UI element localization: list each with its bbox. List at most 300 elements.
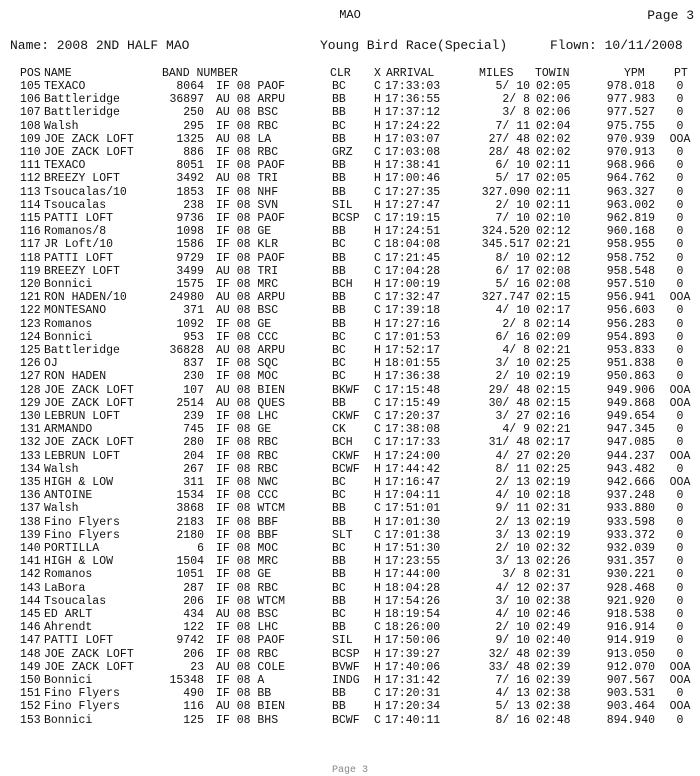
cell-band: 36897 bbox=[169, 93, 204, 107]
cell-arrival: 17:00:46 bbox=[385, 172, 441, 186]
cell-x: C bbox=[374, 410, 381, 423]
cell-x: H bbox=[374, 555, 381, 569]
cell-name: PATTI LOFT bbox=[44, 634, 114, 648]
table-row bbox=[20, 199, 696, 212]
cell-band: 295 bbox=[183, 119, 204, 133]
cell-clr: BB bbox=[332, 317, 346, 331]
cell-towin: 02:19 bbox=[536, 476, 571, 489]
cell-x: H bbox=[374, 674, 381, 687]
cell-x: C bbox=[374, 383, 381, 397]
table-row bbox=[20, 648, 696, 661]
cell-pos: 133 bbox=[20, 449, 41, 463]
cell-clr: SIL bbox=[332, 634, 353, 648]
cell-x: H bbox=[374, 568, 381, 582]
table-row bbox=[20, 634, 696, 647]
cell-band: 36828 bbox=[169, 344, 204, 357]
cell-towin: 02:17 bbox=[536, 436, 571, 450]
cell-arrival: 17:38:41 bbox=[385, 159, 441, 173]
cell-ypm: 953.833 bbox=[606, 344, 655, 357]
cell-clr: BB bbox=[332, 396, 346, 410]
table-row bbox=[20, 450, 696, 463]
cell-x: C bbox=[374, 291, 381, 305]
cell-pt: 0 bbox=[676, 225, 684, 239]
cell-arrival: 17:24:00 bbox=[385, 449, 441, 463]
cell-arrival: 17:38:08 bbox=[385, 423, 441, 437]
cell-clr: BB bbox=[332, 304, 346, 318]
cell-pt: 0 bbox=[676, 278, 684, 291]
cell-name: Fino Flyers bbox=[44, 515, 120, 529]
cell-pt: 0 bbox=[676, 357, 684, 371]
cell-clr: BCSP bbox=[332, 647, 360, 661]
cell-clr: BC bbox=[332, 608, 346, 621]
cell-ypm: 894.940 bbox=[606, 713, 655, 727]
cell-name: Fino Flyers bbox=[44, 528, 120, 542]
cell-x: H bbox=[374, 608, 381, 621]
cell-arrival: 17:21:45 bbox=[385, 251, 441, 265]
cell-name: ED ARLT bbox=[44, 608, 93, 621]
cell-name: Battleridge bbox=[44, 106, 120, 120]
cell-band-suffix: IF 08 RBC bbox=[216, 462, 279, 476]
cell-arrival: 17:15:48 bbox=[385, 383, 441, 397]
cell-towin: 02:05 bbox=[536, 80, 571, 93]
cell-arrival: 17:01:53 bbox=[385, 330, 441, 344]
cell-pos: 146 bbox=[20, 621, 41, 635]
cell-arrival: 18:04:28 bbox=[385, 581, 441, 595]
cell-pt: 0 bbox=[676, 410, 684, 423]
cell-pt: 0 bbox=[676, 713, 684, 727]
cell-x: H bbox=[374, 594, 381, 608]
cell-clr: BB bbox=[332, 132, 346, 146]
table-row bbox=[20, 357, 696, 370]
cell-ypm: 975.755 bbox=[606, 119, 655, 133]
cell-pos: 126 bbox=[20, 357, 41, 371]
cell-miles: 33/ 48 bbox=[488, 660, 530, 674]
cell-towin: 02:25 bbox=[536, 462, 571, 476]
cell-ypm: 933.372 bbox=[606, 528, 655, 542]
cell-band-suffix: IF 08 PAOF bbox=[216, 159, 286, 173]
cell-x: H bbox=[374, 225, 381, 239]
cell-band: 9742 bbox=[176, 634, 204, 648]
cell-name: JOE ZACK LOFT bbox=[44, 660, 134, 674]
cell-name: HIGH & LOW bbox=[44, 476, 114, 489]
cell-miles: 4/ 9 bbox=[502, 423, 530, 437]
cell-towin: 02:08 bbox=[536, 278, 571, 291]
cell-miles: 6/ 17 bbox=[495, 264, 530, 278]
cell-ypm: 912.070 bbox=[606, 660, 655, 674]
cell-band: 2180 bbox=[176, 528, 204, 542]
cell-x: H bbox=[374, 634, 381, 648]
cell-ypm: 964.762 bbox=[606, 172, 655, 186]
col-pos: POS bbox=[20, 67, 41, 80]
cell-pos: 129 bbox=[20, 396, 41, 410]
cell-pt: 0 bbox=[676, 515, 684, 529]
table-row bbox=[20, 331, 696, 344]
cell-ypm: 956.283 bbox=[606, 317, 655, 331]
cell-pt: 0 bbox=[676, 198, 684, 212]
cell-miles: 5/ 17 bbox=[495, 172, 530, 186]
cell-arrival: 17:04:28 bbox=[385, 264, 441, 278]
cell-clr: BC bbox=[332, 581, 346, 595]
cell-name: BREEZY LOFT bbox=[44, 172, 120, 186]
cell-band-suffix: IF 08 MRC bbox=[216, 555, 279, 569]
cell-towin: 02:06 bbox=[536, 93, 571, 107]
table-row bbox=[20, 159, 696, 172]
cell-band-suffix: IF 08 KLR bbox=[216, 238, 279, 252]
cell-band: 204 bbox=[183, 449, 204, 463]
cell-clr: BB bbox=[332, 687, 346, 701]
cell-arrival: 17:54:26 bbox=[385, 594, 441, 608]
cell-towin: 02:25 bbox=[536, 357, 571, 371]
cell-name: Tsoucalas/10 bbox=[44, 185, 127, 199]
cell-x: H bbox=[374, 317, 381, 331]
cell-band-suffix: IF 08 CCC bbox=[216, 489, 279, 503]
col-band: BAND NUMBER bbox=[162, 67, 238, 80]
cell-towin: 02:32 bbox=[536, 542, 571, 555]
cell-pos: 138 bbox=[20, 515, 41, 529]
cell-towin: 02:21 bbox=[536, 423, 571, 437]
cell-clr: BC bbox=[332, 357, 346, 371]
cell-pos: 118 bbox=[20, 251, 41, 265]
cell-band: 371 bbox=[183, 304, 204, 318]
cell-name: RON HADEN bbox=[44, 370, 107, 384]
cell-ypm: 949.654 bbox=[606, 410, 655, 423]
cell-arrival: 17:24:51 bbox=[385, 225, 441, 239]
cell-pt: 0 bbox=[676, 555, 684, 569]
cell-towin: 02:19 bbox=[536, 528, 571, 542]
table-row bbox=[20, 608, 696, 621]
cell-towin: 02:26 bbox=[536, 555, 571, 569]
cell-name: JR Loft/10 bbox=[44, 238, 114, 252]
cell-ypm: 954.893 bbox=[606, 330, 655, 344]
cell-pos: 130 bbox=[20, 410, 41, 423]
cell-band: 8051 bbox=[176, 159, 204, 173]
cell-ypm: 977.983 bbox=[606, 93, 655, 107]
cell-x: H bbox=[374, 159, 381, 173]
table-row bbox=[20, 252, 696, 265]
cell-band-suffix: IF 08 MOC bbox=[216, 370, 279, 384]
cell-pt: 0 bbox=[676, 542, 684, 555]
cell-name: Romanos bbox=[44, 568, 93, 582]
cell-towin: 02:15 bbox=[536, 291, 571, 305]
cell-arrival: 17:16:47 bbox=[385, 476, 441, 489]
cell-arrival: 17:20:31 bbox=[385, 687, 441, 701]
cell-clr: BB bbox=[332, 172, 346, 186]
cell-band-suffix: IF 08 PAOF bbox=[216, 80, 286, 93]
cell-clr: BC bbox=[332, 476, 346, 489]
cell-clr: BCSP bbox=[332, 212, 360, 225]
cell-pos: 115 bbox=[20, 212, 41, 225]
cell-ypm: 932.039 bbox=[606, 542, 655, 555]
cell-band-suffix: IF 08 SVN bbox=[216, 198, 279, 212]
cell-band: 267 bbox=[183, 462, 204, 476]
cell-pos: 142 bbox=[20, 568, 41, 582]
cell-band: 250 bbox=[183, 106, 204, 120]
cell-pos: 107 bbox=[20, 106, 41, 120]
cell-pos: 152 bbox=[20, 700, 41, 714]
cell-towin: 02:18 bbox=[536, 489, 571, 503]
cell-x: C bbox=[374, 423, 381, 437]
cell-ypm: 950.863 bbox=[606, 370, 655, 384]
cell-pt: 0 bbox=[676, 146, 684, 159]
cell-ypm: 956.603 bbox=[606, 304, 655, 318]
cell-band-suffix: AU 08 COLE bbox=[216, 660, 286, 674]
cell-pos: 128 bbox=[20, 383, 41, 397]
cell-pt: 0 bbox=[676, 304, 684, 318]
cell-name: JOE ZACK LOFT bbox=[44, 396, 134, 410]
cell-band-suffix: IF 08 NWC bbox=[216, 476, 279, 489]
cell-x: C bbox=[374, 304, 381, 318]
cell-ypm: 951.838 bbox=[606, 357, 655, 371]
cell-band-suffix: IF 08 PAOF bbox=[216, 212, 286, 225]
cell-miles: 4/ 10 bbox=[495, 489, 530, 503]
cell-clr: BB bbox=[332, 159, 346, 173]
table-row bbox=[20, 568, 696, 581]
cell-x: C bbox=[374, 238, 381, 252]
cell-arrival: 17:40:06 bbox=[385, 660, 441, 674]
cell-towin: 02:10 bbox=[536, 212, 571, 225]
cell-towin: 02:15 bbox=[536, 383, 571, 397]
cell-band-suffix: AU 08 LA bbox=[216, 132, 272, 146]
table-row bbox=[20, 370, 696, 383]
cell-pos: 136 bbox=[20, 489, 41, 503]
cell-band-suffix: IF 08 RBC bbox=[216, 436, 279, 450]
cell-miles: 324.520 bbox=[481, 225, 530, 239]
table-row bbox=[20, 687, 696, 700]
cell-band-suffix: AU 08 BSC bbox=[216, 304, 279, 318]
cell-ypm: 962.819 bbox=[606, 212, 655, 225]
cell-pos: 131 bbox=[20, 423, 41, 437]
cell-towin: 02:16 bbox=[536, 410, 571, 423]
cell-x: C bbox=[374, 713, 381, 727]
cell-pos: 153 bbox=[20, 713, 41, 727]
cell-arrival: 18:01:55 bbox=[385, 357, 441, 371]
cell-clr: BVWF bbox=[332, 660, 360, 674]
cell-pt: OOA bbox=[669, 449, 691, 463]
cell-band-suffix: IF 08 RBC bbox=[216, 119, 279, 133]
cell-pos: 139 bbox=[20, 528, 41, 542]
report-title: MAO bbox=[339, 8, 361, 22]
table-row bbox=[20, 502, 696, 515]
cell-miles: 3/ 8 bbox=[502, 106, 530, 120]
cell-x: C bbox=[374, 528, 381, 542]
cell-pt: 0 bbox=[676, 687, 684, 701]
cell-band: 3868 bbox=[176, 502, 204, 516]
table-row bbox=[20, 304, 696, 317]
cell-band: 2514 bbox=[176, 396, 204, 410]
cell-band-suffix: IF 08 MRC bbox=[216, 278, 279, 291]
cell-clr: BB bbox=[332, 568, 346, 582]
cell-pos: 109 bbox=[20, 132, 41, 146]
cell-band-suffix: IF 08 BBF bbox=[216, 515, 279, 529]
cell-ypm: 970.939 bbox=[606, 132, 655, 146]
table-row bbox=[20, 238, 696, 251]
cell-miles: 5/ 16 bbox=[495, 278, 530, 291]
cell-arrival: 17:27:16 bbox=[385, 317, 441, 331]
cell-pt: 0 bbox=[676, 436, 684, 450]
table-row bbox=[20, 291, 696, 304]
cell-miles: 29/ 48 bbox=[488, 383, 530, 397]
cell-pos: 119 bbox=[20, 264, 41, 278]
cell-miles: 3/ 8 bbox=[502, 568, 530, 582]
table-row bbox=[20, 146, 696, 159]
cell-name: JOE ZACK LOFT bbox=[44, 132, 134, 146]
cell-towin: 02:09 bbox=[536, 330, 571, 344]
cell-pt: 0 bbox=[676, 621, 684, 635]
col-clr: CLR bbox=[330, 67, 351, 80]
cell-x: H bbox=[374, 581, 381, 595]
cell-arrival: 17:27:35 bbox=[385, 185, 441, 199]
col-ypm: YPM bbox=[624, 67, 645, 80]
cell-band-suffix: IF 08 RBC bbox=[216, 449, 279, 463]
cell-ypm: 928.468 bbox=[606, 581, 655, 595]
cell-clr: BC bbox=[332, 80, 346, 93]
cell-clr: CKWF bbox=[332, 449, 360, 463]
cell-pos: 148 bbox=[20, 647, 41, 661]
table-row bbox=[20, 172, 696, 185]
cell-band-suffix: IF 08 SQC bbox=[216, 357, 279, 371]
cell-pos: 111 bbox=[20, 159, 41, 173]
cell-pt: 0 bbox=[676, 568, 684, 582]
table-row bbox=[20, 278, 696, 291]
race-name: Name: 2008 2ND HALF MAO bbox=[10, 38, 190, 53]
cell-band: 23 bbox=[190, 660, 204, 674]
cell-towin: 02:48 bbox=[536, 713, 571, 727]
cell-miles: 9/ 11 bbox=[495, 502, 530, 516]
cell-name: MONTESANO bbox=[44, 304, 107, 318]
cell-ypm: 933.880 bbox=[606, 502, 655, 516]
cell-pos: 141 bbox=[20, 555, 41, 569]
cell-miles: 4/ 10 bbox=[495, 608, 530, 621]
cell-ypm: 930.221 bbox=[606, 568, 655, 582]
cell-towin: 02:17 bbox=[536, 304, 571, 318]
cell-clr: BB bbox=[332, 93, 346, 107]
cell-band-suffix: IF 08 BB bbox=[216, 687, 272, 701]
cell-name: Walsh bbox=[44, 462, 79, 476]
cell-name: Romanos/8 bbox=[44, 225, 107, 239]
cell-ypm: 944.237 bbox=[606, 449, 655, 463]
cell-band-suffix: IF 08 PAOF bbox=[216, 251, 286, 265]
cell-pt: 0 bbox=[676, 502, 684, 516]
cell-clr: BB bbox=[332, 515, 346, 529]
table-row bbox=[20, 700, 696, 713]
cell-band: 1575 bbox=[176, 278, 204, 291]
cell-towin: 02:21 bbox=[536, 344, 571, 357]
table-row bbox=[20, 225, 696, 238]
cell-name: Bonnici bbox=[44, 713, 93, 727]
cell-clr: CKWF bbox=[332, 410, 360, 423]
cell-band-suffix: AU 08 BIEN bbox=[216, 383, 286, 397]
cell-towin: 02:12 bbox=[536, 225, 571, 239]
cell-band-suffix: IF 08 CCC bbox=[216, 330, 279, 344]
cell-name: JOE ZACK LOFT bbox=[44, 383, 134, 397]
cell-name: Bonnici bbox=[44, 330, 93, 344]
cell-ypm: 931.357 bbox=[606, 555, 655, 569]
cell-band-suffix: IF 08 RBC bbox=[216, 647, 279, 661]
cell-towin: 02:21 bbox=[536, 238, 571, 252]
col-pt: PT bbox=[674, 67, 688, 80]
cell-band: 15348 bbox=[169, 674, 204, 687]
cell-name: ARMANDO bbox=[44, 423, 93, 437]
cell-arrival: 17:23:55 bbox=[385, 555, 441, 569]
cell-clr: BC bbox=[332, 344, 346, 357]
cell-pos: 117 bbox=[20, 238, 41, 252]
cell-clr: BCH bbox=[332, 278, 353, 291]
cell-x: H bbox=[374, 106, 381, 120]
cell-miles: 4/ 8 bbox=[502, 344, 530, 357]
cell-ypm: 956.941 bbox=[606, 291, 655, 305]
cell-x: H bbox=[374, 93, 381, 107]
cell-arrival: 17:51:01 bbox=[385, 502, 441, 516]
cell-miles: 2/ 10 bbox=[495, 542, 530, 555]
cell-name: HIGH & LOW bbox=[44, 555, 114, 569]
cell-towin: 02:19 bbox=[536, 515, 571, 529]
table-row bbox=[20, 186, 696, 199]
cell-band: 1098 bbox=[176, 225, 204, 239]
cell-pt: OOA bbox=[669, 660, 691, 674]
cell-miles: 2/ 10 bbox=[495, 621, 530, 635]
cell-clr: BCH bbox=[332, 436, 353, 450]
cell-band-suffix: IF 08 GE bbox=[216, 317, 272, 331]
cell-pt: 0 bbox=[676, 344, 684, 357]
cell-pt: 0 bbox=[676, 489, 684, 503]
cell-miles: 3/ 27 bbox=[495, 410, 530, 423]
cell-clr: BCWF bbox=[332, 462, 360, 476]
cell-band-suffix: IF 08 RBC bbox=[216, 581, 279, 595]
cell-band-suffix: IF 08 WTCM bbox=[216, 502, 286, 516]
cell-towin: 02:11 bbox=[536, 159, 571, 173]
cell-ypm: 968.966 bbox=[606, 159, 655, 173]
cell-clr: BKWF bbox=[332, 383, 360, 397]
cell-miles: 3/ 13 bbox=[495, 555, 530, 569]
cell-clr: BB bbox=[332, 594, 346, 608]
cell-x: C bbox=[374, 185, 381, 199]
cell-clr: BC bbox=[332, 238, 346, 252]
cell-ypm: 958.955 bbox=[606, 238, 655, 252]
cell-pos: 116 bbox=[20, 225, 41, 239]
cell-pos: 132 bbox=[20, 436, 41, 450]
cell-towin: 02:49 bbox=[536, 621, 571, 635]
table-row bbox=[20, 714, 696, 727]
cell-towin: 02:02 bbox=[536, 132, 571, 146]
table-row bbox=[20, 318, 696, 331]
col-name: NAME bbox=[44, 67, 72, 80]
cell-towin: 02:31 bbox=[536, 502, 571, 516]
cell-x: H bbox=[374, 198, 381, 212]
cell-pos: 127 bbox=[20, 370, 41, 384]
cell-clr: BB bbox=[332, 185, 346, 199]
cell-ypm: 937.248 bbox=[606, 489, 655, 503]
cell-band-suffix: IF 08 LHC bbox=[216, 410, 279, 423]
cell-clr: BC bbox=[332, 370, 346, 384]
table-row bbox=[20, 463, 696, 476]
cell-name: Battleridge bbox=[44, 344, 120, 357]
cell-arrival: 17:50:06 bbox=[385, 634, 441, 648]
cell-band-suffix: AU 08 ARPU bbox=[216, 93, 286, 107]
cell-arrival: 17:36:38 bbox=[385, 370, 441, 384]
cell-clr: INDG bbox=[332, 674, 360, 687]
cell-clr: BB bbox=[332, 225, 346, 239]
table-row bbox=[20, 344, 696, 357]
cell-towin: 02:11 bbox=[536, 198, 571, 212]
cell-miles: 28/ 48 bbox=[488, 146, 530, 159]
race-type: Young Bird Race(Special) bbox=[320, 38, 508, 53]
cell-x: C bbox=[374, 80, 381, 93]
cell-pos: 149 bbox=[20, 660, 41, 674]
table-row bbox=[20, 384, 696, 397]
cell-towin: 02:38 bbox=[536, 594, 571, 608]
cell-band: 1504 bbox=[176, 555, 204, 569]
cell-arrival: 17:03:07 bbox=[385, 132, 441, 146]
